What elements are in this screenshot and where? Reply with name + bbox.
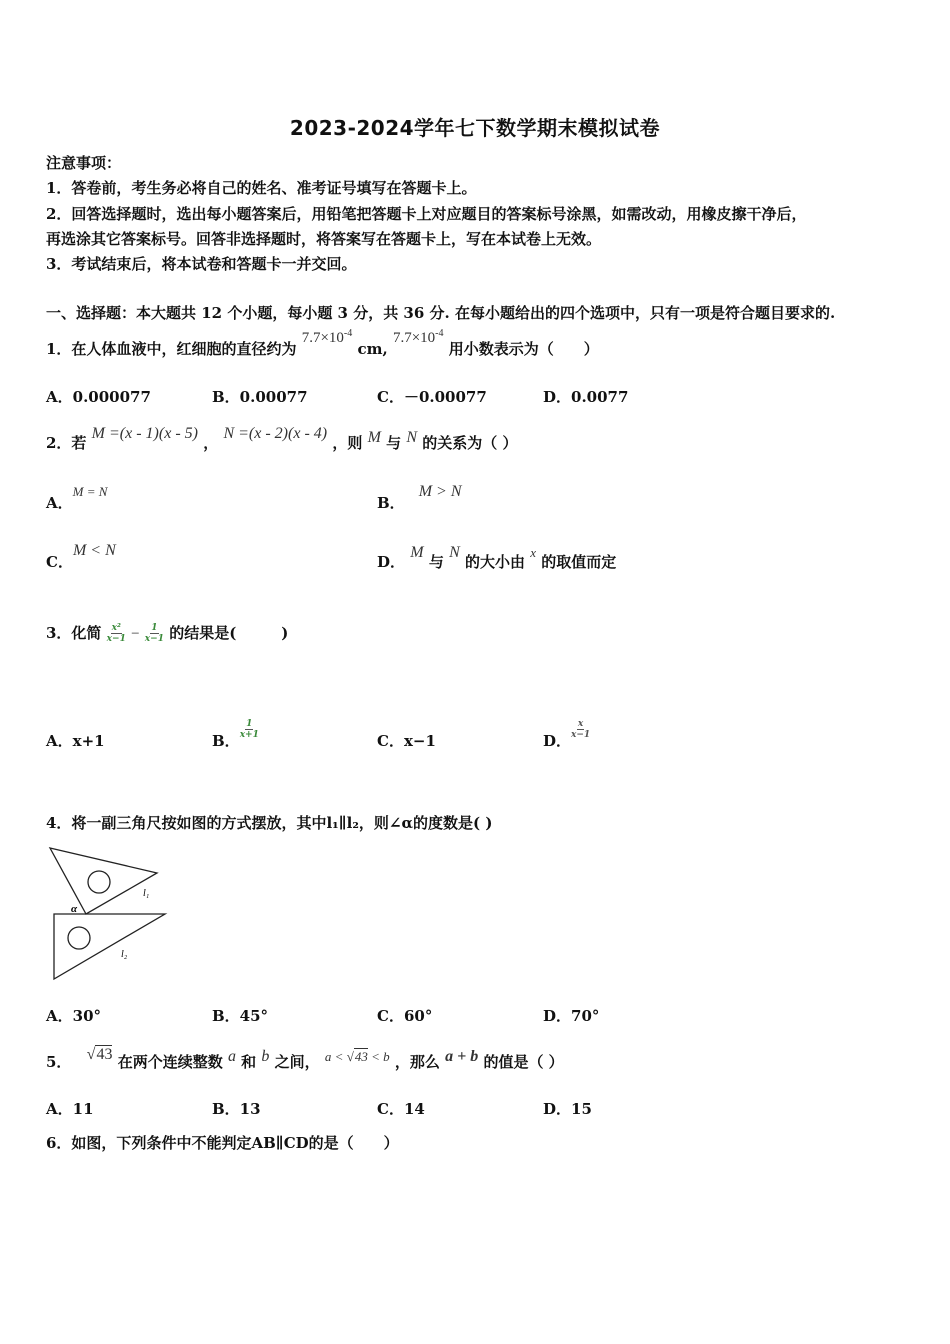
q5-var-a: a bbox=[227, 1048, 236, 1065]
lower-triangle bbox=[54, 914, 165, 979]
notice-item-2: 2．回答选择题时，选出每小题答案后，用铅笔把答题卡上对应题目的答案标号涂黑，如需改动，用橡皮擦干净后， bbox=[46, 205, 807, 223]
q1-suffix: 用小数表示为（ ） bbox=[448, 340, 599, 358]
q5-text-1: 在两个连续整数 bbox=[117, 1053, 223, 1071]
page-title: 2023-2024学年七下数学期末模拟试卷 bbox=[289, 116, 661, 140]
q2-option-b[interactable]: B．M > N bbox=[377, 483, 462, 512]
q4-triangle-figure bbox=[44, 842, 174, 987]
q2-comma: ， bbox=[203, 434, 219, 452]
q2-expr-n: N =(x - 2)(x - 4) bbox=[223, 425, 328, 442]
q5-option-b[interactable]: B．13 bbox=[212, 1100, 261, 1118]
q3-option-c[interactable]: C．x−1 bbox=[377, 732, 436, 750]
q5-suffix: 的值是（ ） bbox=[483, 1053, 564, 1071]
q5-option-d[interactable]: D．15 bbox=[543, 1100, 592, 1118]
lower-triangle-hole bbox=[68, 927, 90, 949]
l2-label: l₂ bbox=[121, 949, 128, 960]
q2-option-c[interactable]: C．M < N bbox=[46, 542, 116, 571]
q1-unit: cm, bbox=[357, 340, 388, 358]
notice-item-1: 1．答卷前，考生务必将自己的姓名、准考证号填写在答题卡上。 bbox=[46, 179, 477, 197]
q5-text-3: ，那么 bbox=[394, 1053, 440, 1071]
notice-item-2-cont: 再选涂其它答案标号。回答非选择题时，将答案写在答题卡上，写在本试卷上无效。 bbox=[46, 230, 602, 248]
q1-option-b[interactable]: B．0.00077 bbox=[212, 388, 308, 406]
q3-minus: − bbox=[131, 626, 140, 642]
q5-sum: a + b bbox=[445, 1048, 479, 1065]
alpha-label: α bbox=[71, 903, 78, 915]
q3-prefix: 3．化简 bbox=[46, 624, 102, 642]
q1-number-2: $7.7\times 10^{-4}$ bbox=[392, 328, 444, 346]
question-3 bbox=[46, 622, 288, 652]
section-heading: 一、选择题：本大题共 12 个小题，每小题 3 分，共 36 分. 在每小题给出的四个选项中，只有一项是符合题目要求的. bbox=[46, 304, 836, 322]
q2-expr-m: M =(x - 1)(x - 5) bbox=[91, 425, 198, 442]
q3-suffix: 的结果是( ) bbox=[169, 624, 289, 642]
q2-prefix: 2．若 bbox=[46, 434, 87, 452]
question-2 bbox=[46, 425, 518, 453]
q3-option-a[interactable]: A．x+1 bbox=[46, 732, 105, 750]
q2-suffix: 的关系为（ ） bbox=[422, 434, 518, 452]
q5-and: 和 bbox=[241, 1053, 257, 1071]
q5-option-a[interactable]: A．11 bbox=[46, 1100, 94, 1118]
q2-mid: ，则 bbox=[332, 434, 363, 452]
q5-sqrt: √43 bbox=[86, 1046, 113, 1063]
q5-var-b: b bbox=[261, 1048, 270, 1065]
q2-option-d[interactable]: D． M 与 N 的大小由 x 的取值而定 bbox=[377, 544, 617, 571]
q1-option-a[interactable]: A．0.000077 bbox=[46, 388, 151, 406]
question-1 bbox=[46, 328, 599, 359]
q4-option-b[interactable]: B．45° bbox=[212, 1007, 269, 1025]
q1-option-d[interactable]: D．0.0077 bbox=[543, 388, 629, 406]
q1-option-c[interactable]: C．－0.00077 bbox=[377, 388, 487, 406]
q4-option-d[interactable]: D．70° bbox=[543, 1007, 600, 1025]
q5-inequality: a < √43 < b bbox=[324, 1049, 390, 1064]
q1-prefix: 1．在人体血液中，红细胞的直径约为 bbox=[46, 340, 297, 358]
q2-and: 与 bbox=[386, 434, 402, 452]
upper-triangle bbox=[50, 848, 157, 914]
q1-number: $7.7\times 10^{-4}$ bbox=[301, 328, 353, 346]
q3-fraction-2: $\frac{1}{x-1}$ bbox=[144, 623, 164, 644]
q3-option-d[interactable]: D． $\frac{x}{x-1}$ bbox=[543, 719, 591, 750]
q2-var-m: M bbox=[367, 429, 381, 446]
upper-triangle-hole bbox=[88, 871, 110, 893]
q5-prefix: 5． bbox=[46, 1053, 72, 1071]
q5-option-c[interactable]: C．14 bbox=[377, 1100, 425, 1118]
question-4: 4．将一副三角尺按如图的方式摆放，其中l₁∥l₂，则∠α的度数是( ) bbox=[46, 814, 493, 832]
notice-heading: 注意事项： bbox=[46, 154, 122, 172]
notice-item-3: 3．考试结束后，将本试卷和答题卡一并交回。 bbox=[46, 255, 357, 273]
q2-var-n: N bbox=[406, 429, 418, 446]
q4-option-c[interactable]: C．60° bbox=[377, 1007, 433, 1025]
q2-option-a[interactable]: A．M = N bbox=[46, 484, 108, 512]
q3-option-b[interactable]: B． $\frac{1}{x+1}$ bbox=[212, 719, 259, 750]
question-5 bbox=[46, 1046, 564, 1072]
q4-option-a[interactable]: A．30° bbox=[46, 1007, 102, 1025]
q5-text-2: 之间， bbox=[274, 1053, 320, 1071]
question-6: 6．如图，下列条件中不能判定AB∥CD的是（ ） bbox=[46, 1134, 399, 1152]
q3-fraction-1: $\frac{\text{x²}}{x-1}$ bbox=[106, 623, 126, 644]
l1-label: l₁ bbox=[143, 888, 150, 899]
